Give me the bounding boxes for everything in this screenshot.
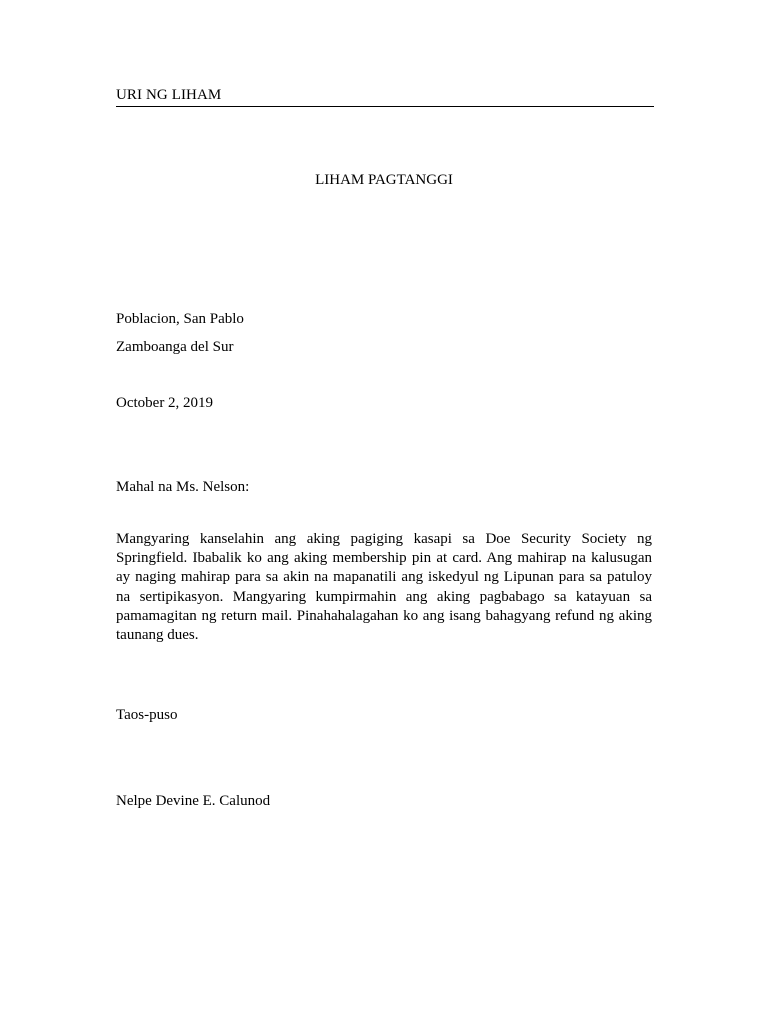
closing: Taos-puso (116, 707, 178, 723)
address-line-1: Poblacion, San Pablo (116, 311, 244, 327)
header-title: URI NG LIHAM (116, 87, 222, 103)
letter-body: Mangyaring kanselahin ang aking pagiging kasapi sa Doe Security Society ng Springfield. Ibabalik ko ang aking membership pin at card. Ang mahirap na kalusugan ay naging mahirap para sa akin na mapanatili ang iskedyul ng Lipunan para sa patuloy na sertipikasyon. Mangyaring kumpirmahin ang aking pagbabago sa katayuan sa pamamagitan ng return mail. Pinahahalagahan ko ang isang bahagyang refund ng aking taunang dues. (116, 531, 652, 644)
address-line-2: Zamboanga del Sur (116, 339, 234, 355)
letter-title: LIHAM PAGTANGGI (315, 172, 453, 188)
salutation: Mahal na Ms. Nelson: (116, 479, 250, 495)
signature-name: Nelpe Devine E. Calunod (116, 793, 271, 809)
letter-date: October 2, 2019 (116, 395, 214, 411)
page-header (116, 86, 654, 107)
